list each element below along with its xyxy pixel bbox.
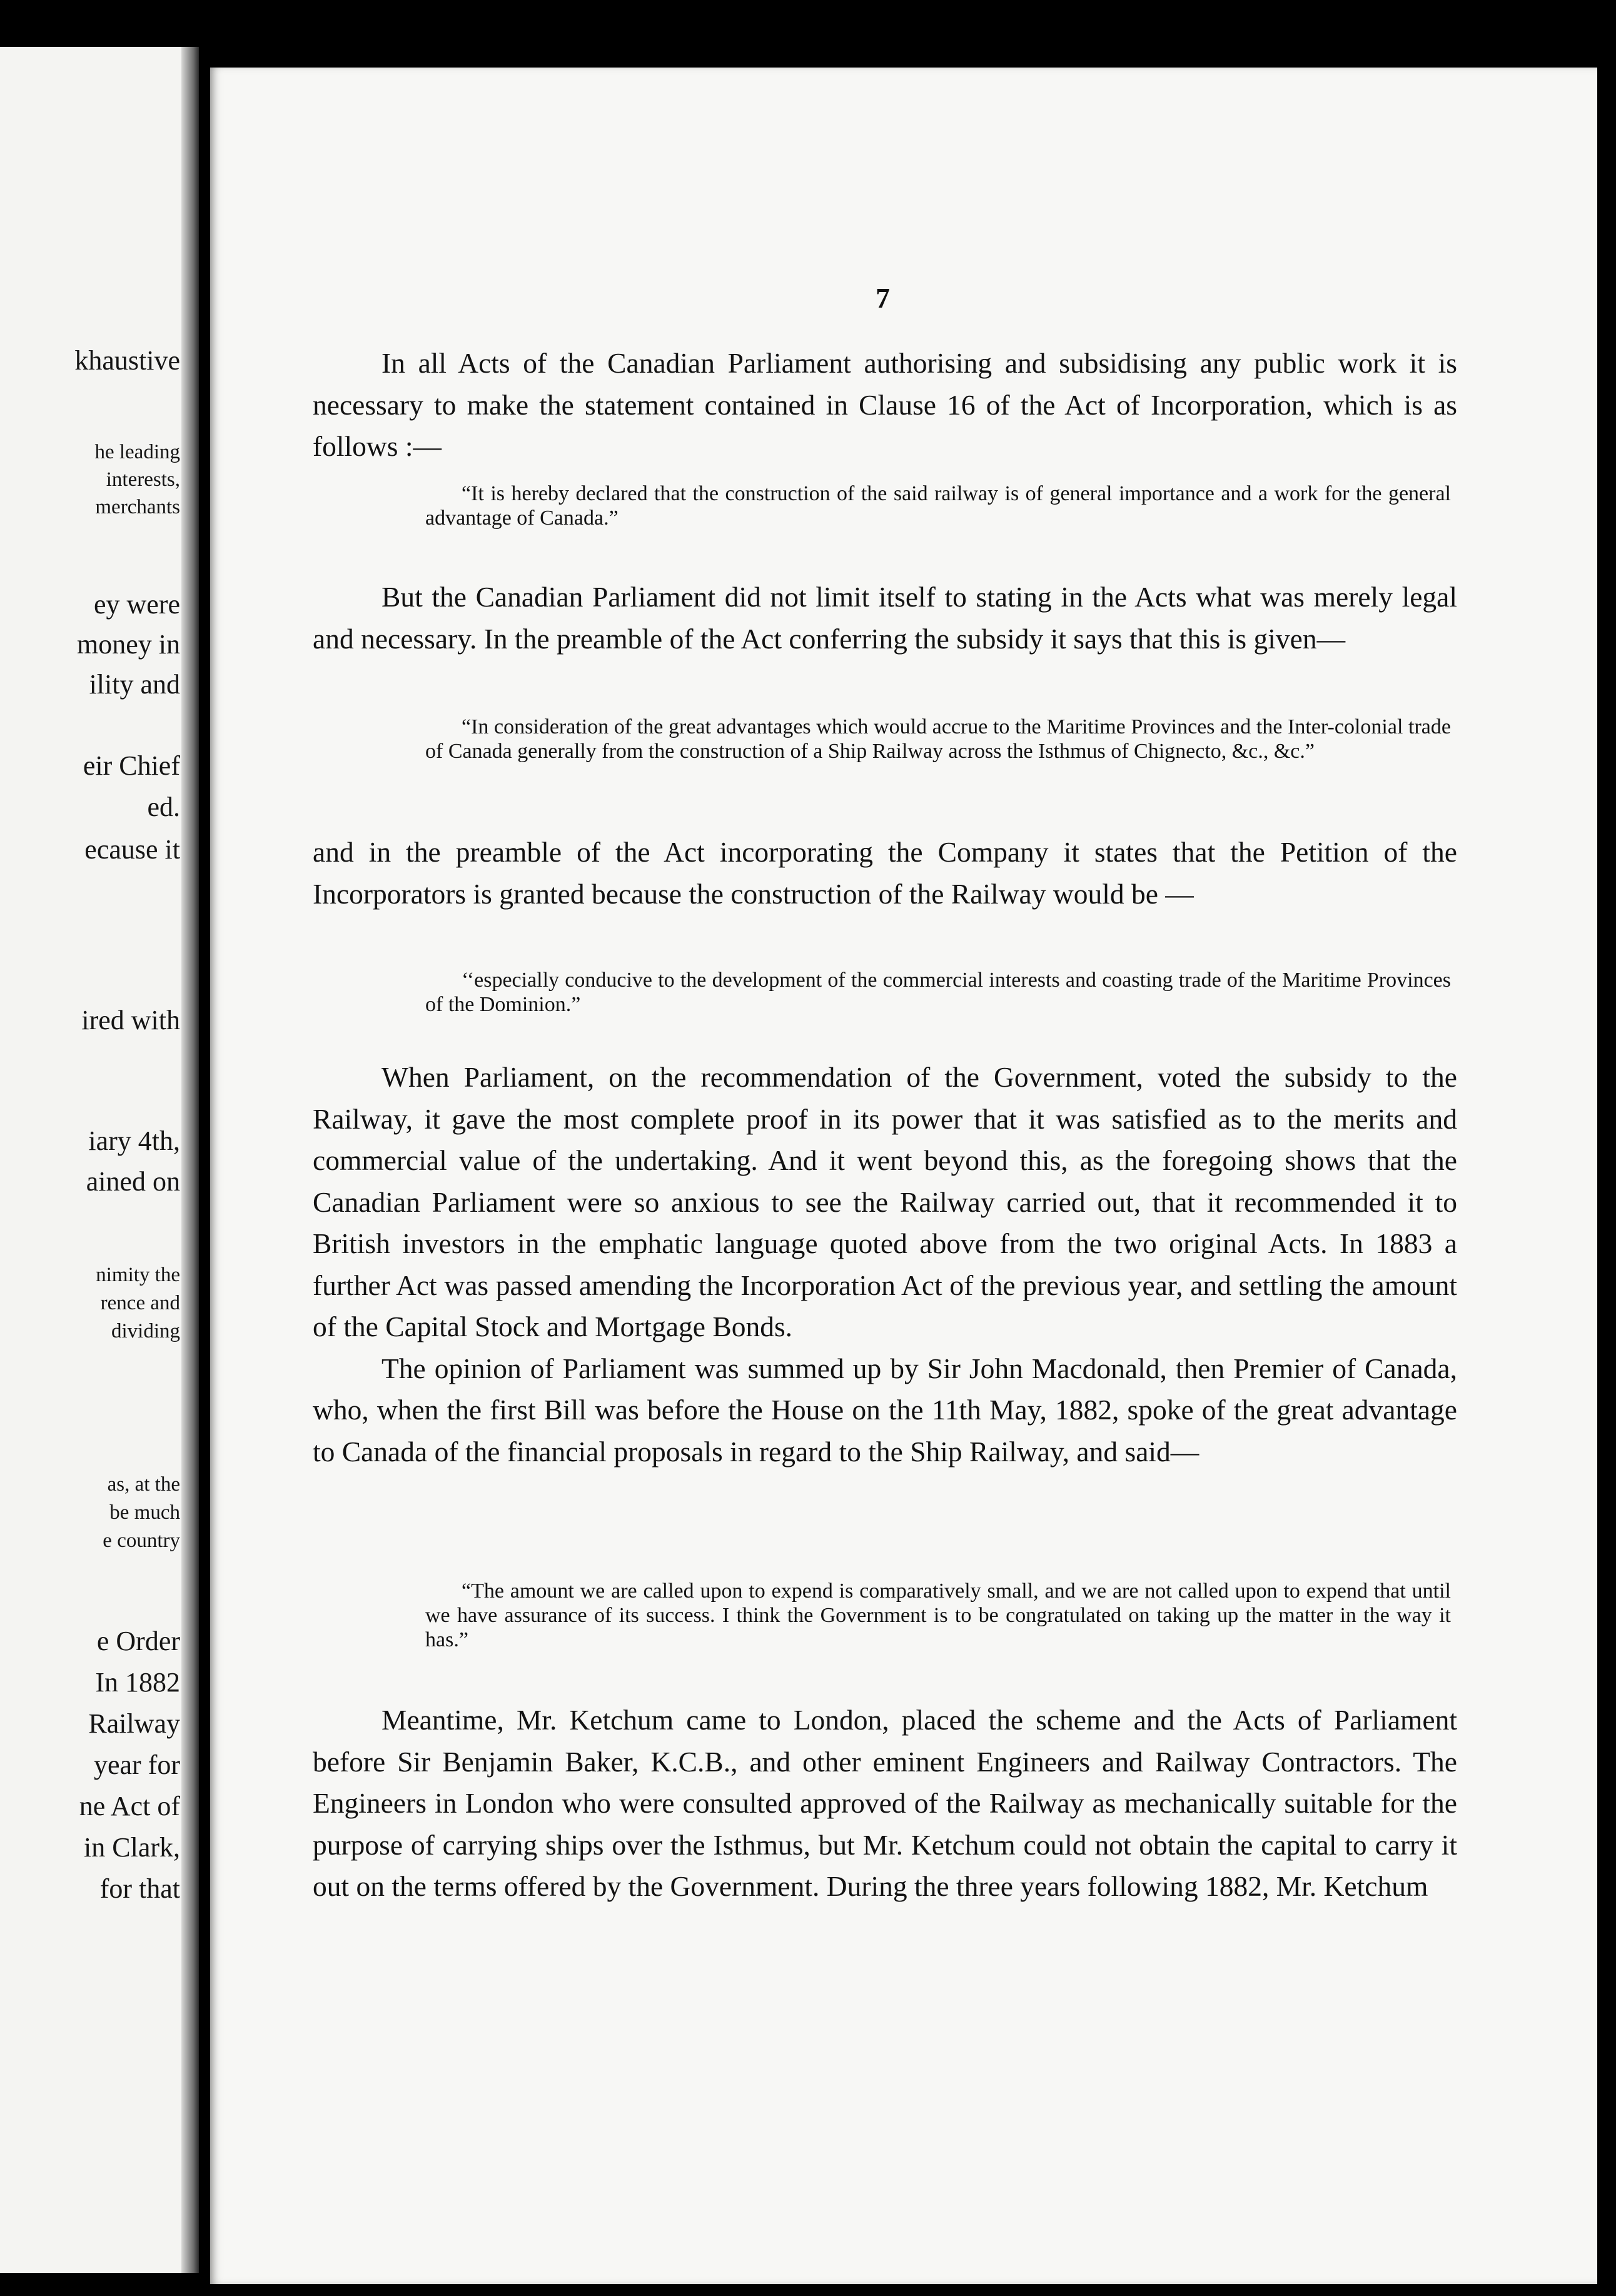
left-line: Railway <box>88 1708 180 1739</box>
left-line: be much <box>109 1501 180 1524</box>
quote-text: “The amount we are called upon to expend is comparatively small, and we are not called upon to expend that until we have assurance of its success. I think the Government is to be congratulated on taking up the matter in the way it has.” <box>425 1579 1451 1651</box>
quote-text: ‘‘especially conducive to the development of the commercial interests and coasting trade of the Maritime Provinces of the Dominion.” <box>425 969 1451 1016</box>
left-line: money in <box>77 629 180 660</box>
page-number: 7 <box>876 282 890 314</box>
left-line: rence and <box>100 1292 180 1314</box>
left-line: ecause it <box>84 834 180 865</box>
quote-text: “In consideration of the great advantages which would accrue to the Maritime Provinces and the Inter-colonial trade of Canada generally from the construction of a Ship Railway across the Isthmus of Chignecto, &c., &c.” <box>425 715 1451 763</box>
quote-macdonald <box>425 1579 1451 1652</box>
left-line: khaustive <box>74 345 180 376</box>
quote-consideration <box>425 715 1451 763</box>
left-line: e country <box>103 1529 180 1552</box>
left-line: ey were <box>93 589 180 620</box>
left-line: year for <box>93 1750 180 1780</box>
page-gutter-shadow <box>181 47 199 2273</box>
left-line: In 1882 <box>95 1667 180 1698</box>
left-line: for that <box>99 1873 180 1904</box>
paragraph-text: But the Canadian Parliament did not limit itself to stating in the Acts what was merely legal and necessary. In the preamble of the Act conferring the subsidy it says that this is given— <box>313 581 1457 655</box>
paragraph-text: In all Acts of the Canadian Parliament authorising and subsidising any public work it is necessary to make the statement contained in Clause 16 of the Act of Incorporation, which is as follows :— <box>313 347 1457 462</box>
previous-page-fragment <box>0 47 199 2273</box>
left-line: as, at the <box>107 1473 180 1496</box>
left-line: ne Act of <box>79 1791 180 1821</box>
paragraph-acts-statement <box>313 343 1457 468</box>
left-line: dividing <box>111 1320 180 1342</box>
left-line: e Order <box>96 1626 180 1656</box>
left-line: merchants <box>95 496 180 518</box>
paragraph-ketchum-london <box>313 1699 1457 1908</box>
left-line: interests, <box>106 468 180 491</box>
left-line: nimity the <box>96 1264 180 1286</box>
paragraph-text: and in the preamble of the Act incorporating the Company it states that the Petition of the Incorporators is granted because the construction of the Railway would be — <box>313 836 1457 910</box>
left-line: in Clark, <box>84 1832 180 1863</box>
paragraph-preamble-incorporation <box>313 832 1457 915</box>
paragraph-parliament-subsidy <box>313 1057 1457 1473</box>
paragraph-text: When Parliament, on the recommendation of the Government, voted the subsidy to the Railway, it gave the most complete proof in its power that it was satisfied as to the merits and commercial value of the undertaking. And it went beyond this, as the foregoing shows that the Canadian Parliament were so anxious to see the Railway carried out, that it recommended it to British investors in the emphatic language quoted above from the two original Acts. In 1883 a further Act was passed amending the Incorporation Act of the previous year, and settling the amount of the Capital Stock and Mortgage Bonds. <box>313 1061 1457 1342</box>
left-line: ility and <box>89 669 180 700</box>
paragraph-preamble-subsidy <box>313 577 1457 660</box>
paragraph-text: The opinion of Parliament was summed up by Sir John Macdonald, then Premier of Canada, who, when the first Bill was before the House on the 11th May, 1882, spoke of the great advantage to Canada of the financial proposals in regard to the Ship Railway, and said— <box>313 1352 1457 1468</box>
quote-especially-conducive <box>425 968 1451 1017</box>
paragraph-text: Meantime, Mr. Ketchum came to London, placed the scheme and the Acts of Parliament before Sir Benjamin Baker, K.C.B., and other eminent Engineers and Railway Contractors. The Engineers in London who were consulted approved of the Railway as mechanically suitable for the purpose of carrying ships over the Isthmus, but Mr. Ketchum could not obtain the capital to carry it out on the terms offered by the Government. During the three years following 1882, Mr. Ketchum <box>313 1704 1457 1902</box>
left-line: iary 4th, <box>88 1125 180 1156</box>
left-line: eir Chief <box>83 750 180 781</box>
left-line: he leading <box>94 441 180 463</box>
quote-text: “It is hereby declared that the construction of the said railway is of general importance and a work for the general advantage of Canada.” <box>425 482 1451 530</box>
left-line: ed. <box>147 792 180 822</box>
quote-clause-16 <box>425 481 1451 530</box>
left-line: ired with <box>81 1005 180 1035</box>
left-line: ained on <box>86 1166 180 1197</box>
